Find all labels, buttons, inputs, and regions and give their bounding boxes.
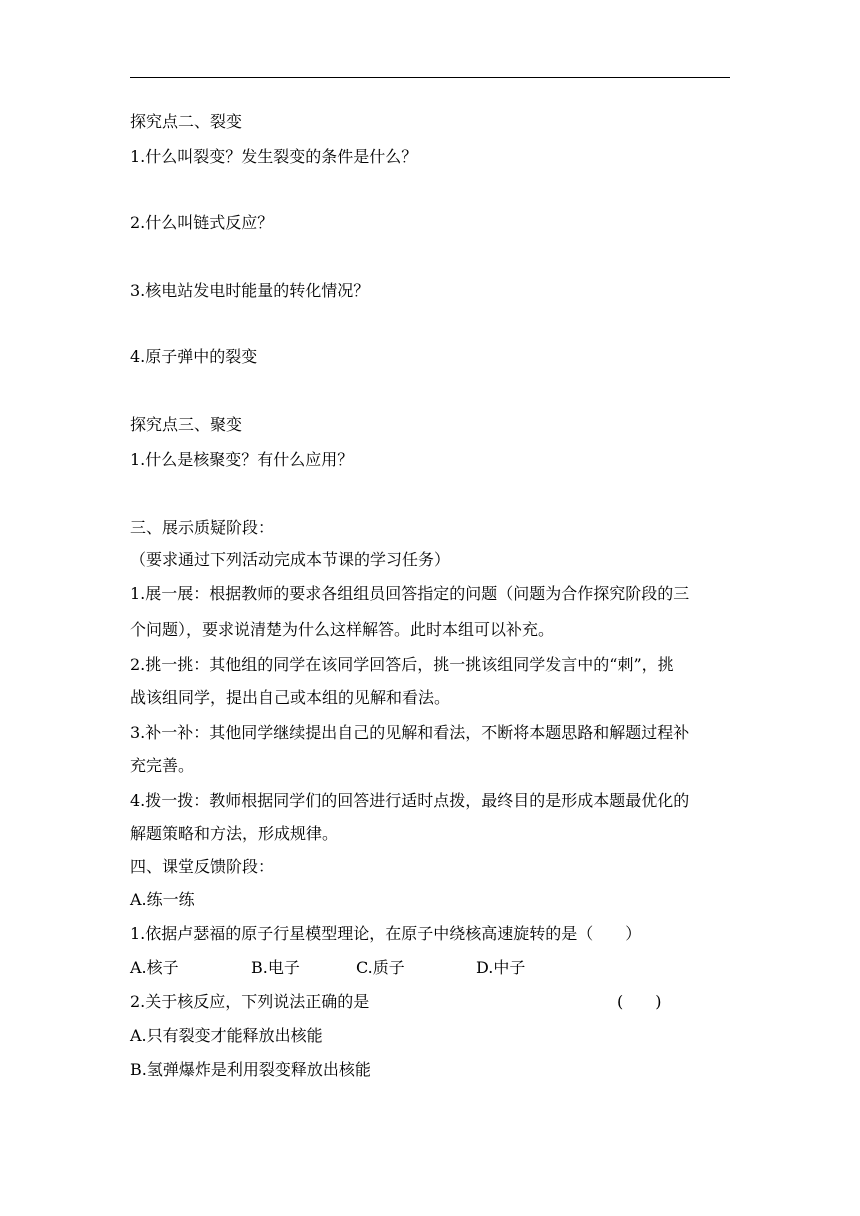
quiz-question-2-option-b: B.氢弹爆炸是利用裂变释放出核能 [130,1060,371,1079]
section2-heading: 探究点二、裂变 [130,112,243,131]
section2-question-1: 1.什么叫裂变？发生裂变的条件是什么？ [130,147,418,166]
stage4-subheading: A.练一练 [130,890,195,909]
quiz-question-2: 2.关于核反应，下列说法正确的是 [130,992,370,1011]
stage3-item-1-line-1: 1.展一展：根据教师的要求各组组员回答指定的问题（问题为合作探究阶段的三 [130,584,690,603]
header-rule [130,77,730,78]
stage3-item-4-line-2: 解题策略和方法，形成规律。 [130,824,339,843]
quiz-question-1-option-a: A.核子 [130,958,179,977]
stage3-item-3-line-2: 充完善。 [130,756,195,775]
stage3-item-1-line-2: 个问题），要求说清楚为什么这样解答。此时本组可以补充。 [130,620,555,639]
stage3-item-3-line-1: 3.补一补：其他同学继续提出自己的见解和看法，不断将本题思路和解题过程补 [130,723,690,742]
stage3-note: （要求通过下列活动完成本节课的学习任务） [130,550,451,569]
section2-question-3: 3.核电站发电时能量的转化情况？ [130,281,370,300]
section3-question-1: 1.什么是核聚变？有什么应用？ [130,450,354,469]
section3-heading: 探究点三、聚变 [130,415,243,434]
quiz-question-1-option-d: D.中子 [476,958,526,977]
quiz-question-2-option-a: A.只有裂变才能释放出核能 [130,1026,323,1045]
stage3-heading: 三、展示质疑阶段： [130,518,275,537]
stage4-heading: 四、课堂反馈阶段： [130,857,275,876]
stage3-item-2-line-1: 2.挑一挑：其他组的同学在该同学回答后，挑一挑该组同学发言中的“刺”，挑 [130,655,674,674]
quiz-question-1-option-c: C.质子 [356,958,405,977]
section2-question-2: 2.什么叫链式反应？ [130,213,274,232]
section2-question-4: 4.原子弹中的裂变 [130,347,258,366]
quiz-question-2-answer-paren: ( ) [617,992,662,1011]
stage3-item-4-line-1: 4.拨一拨：教师根据同学们的回答进行适时点拨，最终目的是形成本题最优化的 [130,791,690,810]
quiz-question-1: 1.依据卢瑟福的原子行星模型理论，在原子中绕核高速旋转的是（ ） [130,924,642,943]
stage3-item-2-line-2: 战该组同学，提出自己或本组的见解和看法。 [130,688,451,707]
quiz-question-1-option-b: B.电子 [251,958,300,977]
